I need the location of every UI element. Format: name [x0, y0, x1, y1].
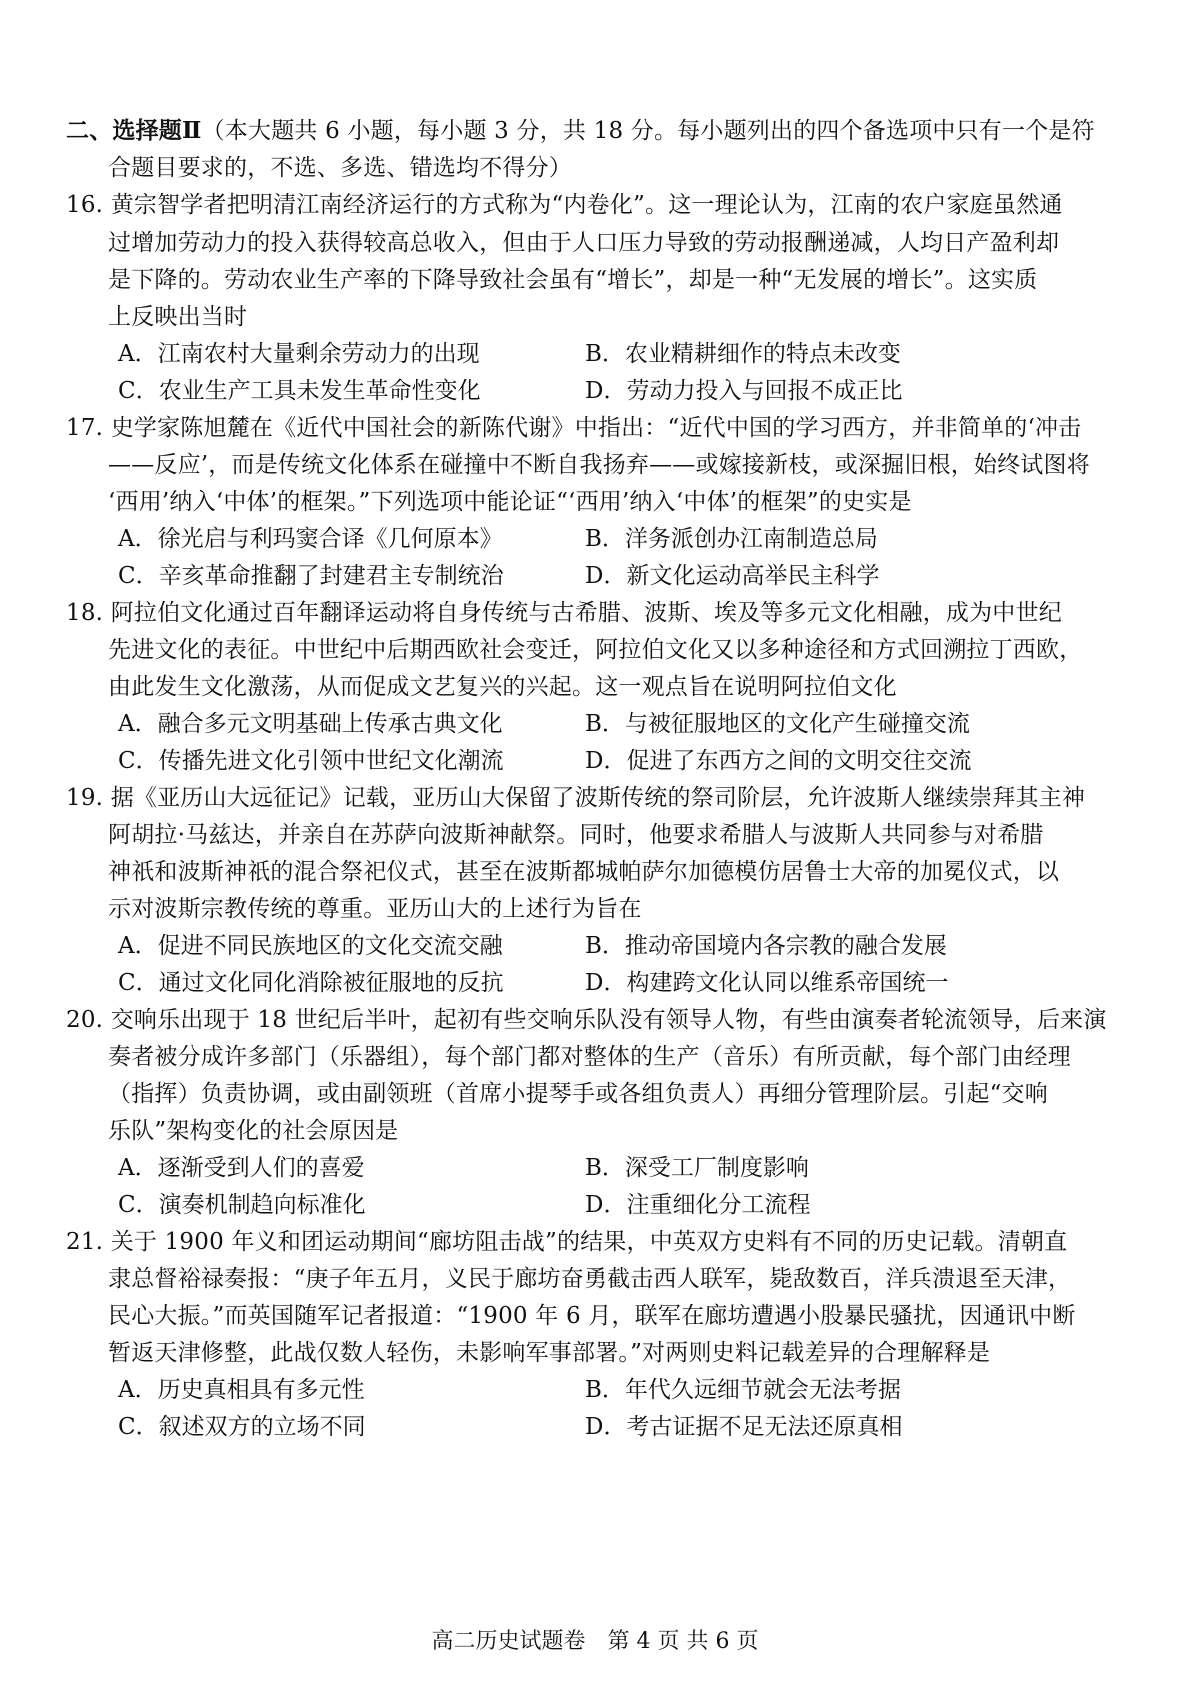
question-18-line-1: 18. 阿拉伯文化通过百年翻译运动将自身传统与古希腊、波斯、埃及等多元文化相融，成为中世纪: [66, 600, 1062, 626]
question-18-line-2: 先进文化的表征。中世纪中后期西欧社会变迁，阿拉伯文化又以多种途径和方式回溯拉丁西欧，: [108, 637, 1083, 663]
page-footer: 高二历史试题卷 第 4 页 共 6 页: [431, 1629, 759, 1654]
question-20-line-3: （指挥）负责协调，或由副领班（首席小提琴手或各组负责人）再细分管理阶层。引起“交响: [108, 1081, 1048, 1107]
question-16-option-c: C．农业生产工具未发生革命性变化: [118, 378, 481, 404]
question-19-option-a: A．促进不同民族地区的文化交流交融: [118, 933, 503, 959]
question-17-line-2: ——反应’，而是传统文化体系在碰撞中不断自我扬弃——或嫁接新枝，或深掘旧根，始终试图将: [108, 452, 1090, 478]
question-21-line-2: 隶总督裕禄奏报：“庚子年五月，义民于廊坊奋勇截击西人联军，毙敌数百，洋兵溃退至天津，: [108, 1266, 1072, 1292]
question-21-line-4: 暂返天津修整，此战仅数人轻伤，未影响军事部署。”对两则史料记载差异的合理解释是: [108, 1340, 991, 1366]
question-19-option-c: C．通过文化同化消除被征服地的反抗: [118, 970, 504, 996]
question-17-option-a: A．徐光启与利玛窦合译《几何原本》: [118, 526, 503, 552]
question-19-option-d: D．构建跨文化认同以维系帝国统一: [585, 970, 949, 996]
section-title: 二、选择题Ⅱ: [66, 117, 202, 144]
question-16-option-d: D．劳动力投入与回报不成正比: [585, 378, 903, 404]
question-17-option-b: B．洋务派创办江南制造总局: [585, 526, 878, 552]
question-18-option-b: B．与被征服地区的文化产生碰撞交流: [585, 711, 970, 737]
question-16-line-1: 16. 黄宗智学者把明清江南经济运行的方式称为“内卷化”。这一理论认为，江南的农户家庭虽然通: [66, 192, 1063, 218]
question-19-line-3: 神祇和波斯神祇的混合祭祀仪式，甚至在波斯都城帕萨尔加德模仿居鲁士大帝的加冕仪式，以: [108, 859, 1060, 885]
question-20-option-b: B．深受工厂制度影响: [585, 1155, 809, 1181]
question-19-line-1: 19. 据《亚历山大远征记》记载，亚历山大保留了波斯传统的祭司阶层，允许波斯人继续崇拜其主神: [66, 785, 1086, 811]
question-17-option-d: D．新文化运动高举民主科学: [585, 563, 880, 589]
section-intro-line2: 合题目要求的，不选、多选、错选均不得分）: [108, 155, 572, 181]
question-18-option-d: D．促进了东西方之间的文明交往交流: [585, 748, 972, 774]
section-header: [66, 112, 1095, 150]
question-17-line-1: 17. 史学家陈旭麓在《近代中国社会的新陈代谢》中指出：“近代中国的学习西方，并非简单的‘冲击: [66, 415, 1082, 441]
question-20-line-4: 乐队”架构变化的社会原因是: [108, 1118, 399, 1144]
question-21-option-b: B．年代久远细节就会无法考据: [585, 1377, 901, 1403]
question-19-option-b: B．推动帝国境内各宗教的融合发展: [585, 933, 947, 959]
question-20-line-2: 奏者被分成许多部门（乐器组），每个部门都对整体的生产（音乐）有所贡献，每个部门由经理: [108, 1044, 1071, 1070]
question-20-option-d: D．注重细化分工流程: [585, 1192, 811, 1218]
question-17-option-c: C．辛亥革命推翻了封建君主专制统治: [118, 563, 504, 589]
question-21-line-1: 21. 关于 1900 年义和团运动期间“廊坊阻击战”的结果，中英双方史料有不同的历史记载。清朝直: [66, 1229, 1068, 1255]
question-16-option-a: A．江南农村大量剩余劳动力的出现: [118, 341, 480, 367]
question-21-option-a: A．历史真相具有多元性: [118, 1377, 365, 1403]
question-16-line-3: 是下降的。劳动农业生产率的下降导致社会虽有“增长”，却是一种“无发展的增长”。这实质: [108, 267, 1038, 293]
question-16-line-2: 过增加劳动力的投入获得较高总收入，但由于人口压力导致的劳动报酬递减，人均日产盈利却: [108, 230, 1060, 256]
question-19-line-2: 阿胡拉·马兹达，并亲自在苏萨向波斯神献祭。同时，他要求希腊人与波斯人共同参与对希腊: [108, 822, 1044, 848]
question-21-option-c: C．叙述双方的立场不同: [118, 1414, 366, 1440]
question-19-line-4: 示对波斯宗教传统的尊重。亚历山大的上述行为旨在: [108, 896, 642, 922]
question-16-option-b: B．农业精耕细作的特点未改变: [585, 341, 901, 367]
section-intro-line1: （本大题共 6 小题，每小题 3 分，共 18 分。每小题列出的四个备选项中只有一个是符: [201, 118, 1095, 144]
question-16-line-4: 上反映出当时: [108, 304, 248, 330]
question-20-option-c: C．演奏机制趋向标准化: [118, 1192, 366, 1218]
question-21-line-3: 民心大振。”而英国随军记者报道：“1900 年 6 月，联军在廊坊遭遇小股暴民骚扰，因通讯中断: [108, 1303, 1076, 1329]
question-18-line-3: 由此发生文化激荡，从而促成文艺复兴的兴起。这一观点旨在说明阿拉伯文化: [108, 674, 897, 700]
question-17-line-3: ‘西用’纳入‘中体’的框架。”下列选项中能论证“‘西用’纳入‘中体’的框架”的史实是: [108, 489, 912, 515]
question-21-option-d: D．考古证据不足无法还原真相: [585, 1414, 903, 1440]
question-20-line-1: 20. 交响乐出现于 18 世纪后半叶，起初有些交响乐队没有领导人物，有些由演奏者轮流领导，后来演: [66, 1007, 1107, 1033]
question-18-option-a: A．融合多元文明基础上传承古典文化: [118, 711, 503, 737]
question-20-option-a: A．逐渐受到人们的喜爱: [118, 1155, 365, 1181]
question-18-option-c: C．传播先进文化引领中世纪文化潮流: [118, 748, 504, 774]
